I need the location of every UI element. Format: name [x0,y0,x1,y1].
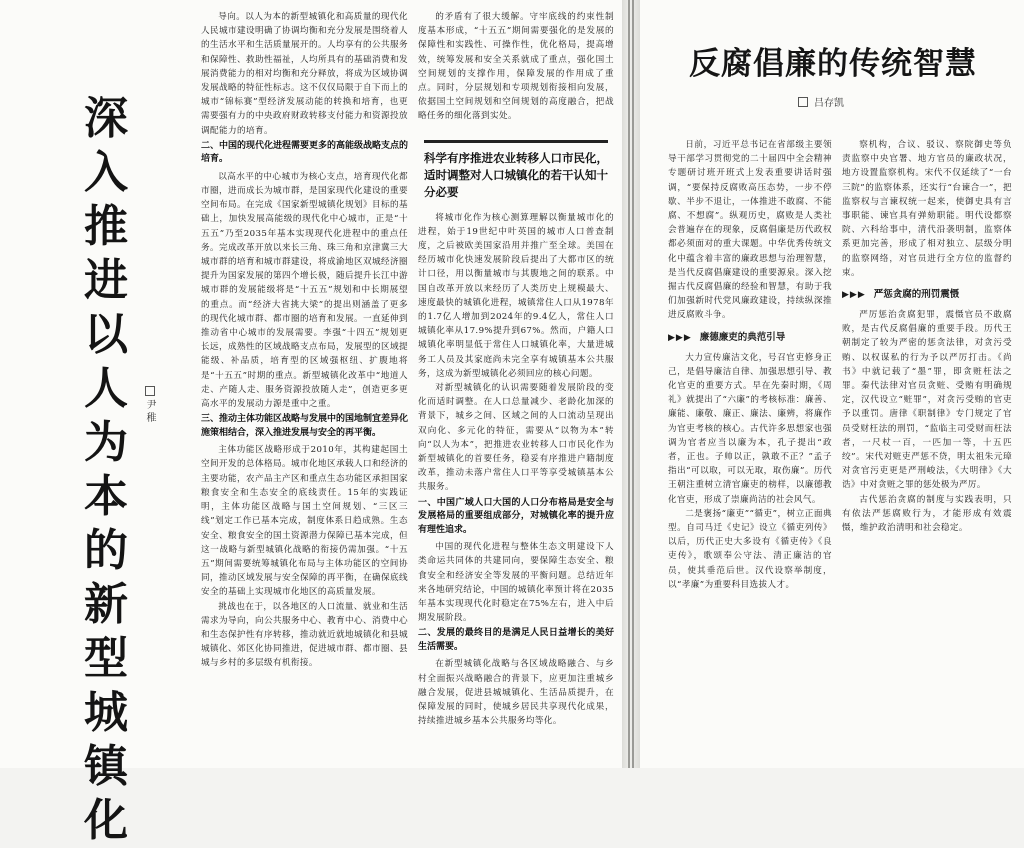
title-char: 以 [84,309,128,360]
right-article-author [798,94,844,109]
right-column-1 [668,138,832,758]
triangle-arrows-icon: ▶▶▶ [668,332,692,343]
subheading [842,288,1012,302]
body-paragraph: 中国的现代化进程与整体生态文明建设下人类命运共同体的共建同向，要保障生态安全、粮食安全和经济安全等发展的平衡问题。总结近年来各地研究结论，中国的城镇化率预计将在2035年基本实现现代化时稳定在75%左右，进入中后期发展阶段。 [418,542,614,624]
body-paragraph: 对新型城镇化的认识需要随着发展阶段的变化而适时调整。在人口总量减少、老龄化加深的背景下，城乡之间、区域之间的人口流动呈现出双向化、多元化的特征，需要从“以物为本”转向“以人为本”，把推进农业转移人口市民化作为新型城镇化的首要任务，稳妥有序推进户籍制度改革，推动未落户常住人口平等享受城镇基本公共服务。 [418,383,614,493]
title-char: 镇 [84,741,128,792]
section-heading: 二、中国的现代化进程需要更多的高能级战略支点的培育。 [201,140,409,165]
right-page [640,0,1024,768]
body-paragraph: 将城市化作为核心测算理解以衡量城市化的进程，始于19世纪中叶英国的城市人口普查制度，之后被欧美国家沿用并推广至全球。美国在经历城市化快速发展阶段后提出了大都市区的统计口径，用以衡量城市与其腹地之间的联系。中国自改革开放以来经历了人类历史上规模最大、速度最快的城镇化进程，城镇常住人口从1978年的1.7亿人增加到2024年的9.4亿人，常住人口城镇化率从17.9%提升到67%。然而，户籍人口城镇化率明显低于常住人口城镇化率，大量进城务工人员及其家庭尚未完全享有城镇基本公共服务，这成为新型城镇化必须回应的核心问题。 [418,212,614,379]
author-box-icon [145,386,155,396]
left-column-1 [201,10,408,768]
section-heading: 一、中国广域人口大国的人口分布格局是安全与发展格局的重要组成部分，对城镇化率的提升应有理性追求。 [418,497,614,535]
right-column-2 [842,138,1012,758]
title-char: 本 [84,471,128,522]
section-heading: 二、发展的最终目的是满足人民日益增长的美好生活需要。 [418,628,614,652]
body-paragraph: 严厉惩治贪腐犯罪，震慑官员不敢腐败，是古代反腐倡廉的重要手段。历代王朝制定了较为严密的惩贪法律，对贪污受贿、以权谋私的行为予以严厉打击。《尚书》中就记载了“墨”罪，即贪赃枉法之罪。秦代法律对官员贪赃、受贿有明确规定，汉代设立“赃罪”，对贪污受贿的官吏予以重罚。唐律《职制律》专门规定了官员受财枉法的刑罚，“监临主司受财而枉法者，一尺杖一百，一匹加一等，十五匹绞”。宋代对赃吏严惩不贷，明太祖朱元璋对贪官污吏更是严刑峻法，《大明律》《大诰》中对贪赃之罪的惩处极为严厉。 [842,310,1012,491]
title-char: 深 [84,93,128,144]
title-char: 进 [84,255,128,306]
title-char: 人 [84,363,128,414]
body-paragraph: 大力宣传廉洁文化，号召官吏修身正己，是倡导廉洁自律、加强思想引导、教化官吏的重要方式。早在先秦时期，《周礼》就提出了“六廉”的考核标准：廉善、廉能、廉敬、廉正、廉法、廉辨，将廉作为官吏考核的核心。古代许多思想家也强调为官者应当以廉为本，孔子提出“政者，正也。子帅以正，孰敢不正？”孟子指出“可以取，可以无取，取伤廉”。历代王朝注重树立清官廉吏的榜样，以廉德教化官吏，形成了崇廉尚洁的社会风气。 [668,352,832,505]
body-paragraph: 察机构，合议、驳议、察院御史等负责监察中央官署、地方官员的廉政状况，地方设置监察机构。宋代不仅延续了“一台三院”的监察体系，还实行“台谏合一”，把监察权与言谏权统一起来，使御史具有言事职能、谏官具有弹劾职能。明代设都察院、六科给事中，清代沿袭明制，监察体系更加完善，形成了相对独立、层级分明的监察网络，对官员进行全方位的监督约束。 [842,140,1012,278]
title-char: 城 [84,687,128,738]
body-paragraph: 在新型城镇化战略与各区域战略融合、与乡村全面振兴战略融合的背景下，应更加注重城乡融合发展，促进县城城镇化、生活品质提升，在保障发展的同时，使城乡居民共享现代化成果，持续推进城乡基本公共服务均等化。 [418,659,614,727]
author-box-icon [798,97,808,107]
body-paragraph: 以高水平的中心城市为核心支点，培育现代化都市圈，进而成长为城市群，是国家现代化建设的重要空间布局。在完成《国家新型城镇化规划》目标的基础上，加快发展高能级的现代化中心城市，正是“十五五”乃至2035年基本实现现代化进程中的重点任务。完成改革开放以来长三角、珠三角和京津冀三大城市群的培育和城市群建设，将成渝地区双城经济圈提升为国家发展的第四个增长极，随后提升长江中游城市群的发展能级将是“十五五”规划和中长期展望的重点。而“经济大省挑大梁”的提出则涵盖了更多的现代化城市群、都市圈的培育和发展。一直延伸到推动省中心城市的发展需要。李强“十四五”规划更长远，成熟性的区域战略支点布局，发展型的区域提能级、补品质，培育型的区域强枢纽、扩腹地将是“十五五”时期的重点。新型城镇化改革中“地道人走、产随人走、服务资源投放随人走”，创造更多更高水平的发展动力源是重中之重。 [201,171,408,410]
title-char: 新 [84,579,128,630]
feature-headline-box [424,140,608,201]
subheading [668,331,832,345]
author-name: 尹 稚 [144,399,155,423]
article-title-vertical [78,92,134,848]
title-char: 型 [84,633,128,684]
title-char: 推 [84,201,128,252]
title-char: 入 [84,147,128,198]
body-paragraph: 古代惩治贪腐的制度与实践表明，只有依法严惩腐败行为，才能形成有效震慑，维护政治清明和社会稳定。 [842,494,1012,534]
subheading-text: 廉德廉吏的典范引导 [699,331,786,343]
title-char: 的 [84,525,128,576]
page-gutter [622,0,640,768]
triangle-arrows-icon: ▶▶▶ [842,290,866,301]
subheading-text: 严惩贪腐的刑罚震慑 [873,289,960,301]
title-char: 为 [84,417,128,468]
body-paragraph: 日前，习近平总书记在省部级主要领导干部学习贯彻党的二十届四中全会精神专题研讨班开班式上发表重要讲话时强调，“要保持反腐败高压态势，一步不停歇、半步不退让，一体推进不敢腐、不能腐、不想腐”。纵观历史，腐败是人类社会普遍存在的现象，反腐倡廉是历代政权都必须面对的重大课题。中华优秀传统文化中蕴含着丰富的廉政思想与治理智慧，是当代反腐倡廉建设的重要源泉。深入挖掘古代反腐倡廉的经验和智慧，有助于我们加强新时代党风廉政建设，持续纵深推进反腐败斗争。 [668,140,832,321]
body-paragraph: 挑战也在于，以各地区的人口流量、就业和生活需求为导向，向公共服务中心、教育中心、消费中心和生态保护性有序转移，推动就近就地城镇化和县城城镇化、郊区化协同推进，促进城市群、都市圈、县城与乡村的多层级有机衔接。 [201,601,408,669]
article-author [143,386,157,422]
feature-rule [424,140,608,143]
body-paragraph: 主体功能区战略形成于2010年，其构建起国土空间开发的总体格局。城市化地区承载人口和经济的主要功能，农产品主产区和重点生态功能区承担国家粮食安全和生态安全的底线责任。15年的实践证明，主体功能区战略与国土空间规划、“三区三线”划定工作已基本完成，制度体系日趋成熟。生态安全、粮食安全的国土资源潜力保障已基本完成，但这一战略与新型城镇化战略的衔接仍需加强。“十五五”期间需要统筹城镇化布局与主体功能区的空间协同，推动区域发展与安全保障的再平衡，在确保底线安全的基础上实现城市化地区的高质量发展。 [201,445,408,598]
section-heading: 三、推动主体功能区战略与发展中的国地制宜差异化施策相结合，深入推进发展与安全的再平衡。 [201,414,409,438]
body-paragraph: 导向。以人为本的新型城镇化和高质量的现代化人民城市建设明确了协调均衡和充分发展是围绕着人的生活水平和生活质量展开的。人均享有的公共服务和保障性、救助性福祉，人均所具有的基础消费和发展消费能力的相对均衡和充分释放，将成为区域协调发展战略的特征性标志。这不仅仅局限于自下而上的城市“锦标赛”型经济发展动能的转换和培育，也更需要强有力的中央政府财政转移支付能力和资源投放调配能力的培育。 [201,12,408,136]
right-author-name: 吕存凯 [814,98,844,109]
body-paragraph: 二是褒扬“廉吏”“循吏”，树立正面典型。自司马迁《史记》设立《循吏列传》以后，历代正史大多设有《循吏传》《良吏传》，歌颂奉公守法、清正廉洁的官员，使其垂范后世。汉代设察举制度，以“孝廉”为重要科目选拔人才。 [668,508,832,590]
right-article-title: 反腐倡廉的传统智慧 [689,46,977,82]
title-char: 化 [84,795,128,846]
feature-headline: 科学有序推进农业转移人口市民化，适时调整对人口城镇化的若干认知十分必要 [424,150,608,199]
body-paragraph: 的矛盾有了很大缓解。守牢底线的约束性制度基本形成，“十五五”期间需要强化的是发展的保障性和实践性、可操作性，优化格局，提高增效，统筹发展和安全关系就成了重点，强化国土空间规划的支撑作用，保障发展的作用成了重点。同时，分层规划和专项规划衔接相向发展，依据国土空间规划和空间规划的高度融合，把战略任务的细化落到实处。 [418,12,614,122]
left-column-2 [418,10,614,768]
